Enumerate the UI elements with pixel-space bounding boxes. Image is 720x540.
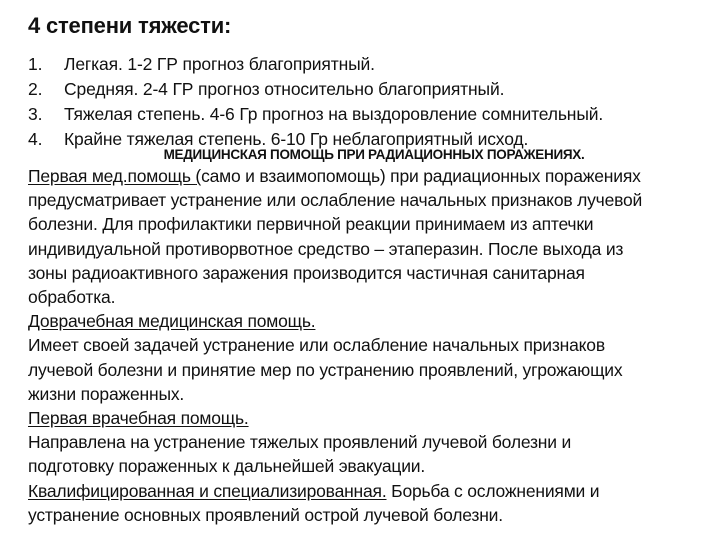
severity-list: [28, 52, 603, 152]
qualified-label: Квалифицированная и специализированная.: [28, 480, 387, 501]
list-item-text: Легкая. 1-2 ГР прогноз благоприятный.: [64, 54, 375, 74]
list-item-number: 2.: [28, 79, 43, 99]
body-text: [28, 164, 712, 527]
first-medical-line: подготовку пораженных к дальнейшей эвакуации.: [28, 456, 426, 477]
first-aid-line: зоны радиоактивного заражения производится частичная санитарная: [28, 262, 585, 283]
first-aid-line: предусматривает устранение или ослабление начальных признаков лучевой: [28, 190, 643, 211]
list-item-text: Тяжелая степень. 4-6 Гр прогноз на выздоровление сомнительный.: [64, 104, 604, 124]
list-item-number: 1.: [28, 54, 43, 74]
qualified-line: устранение основных проявлений острой лучевой болезни.: [28, 504, 503, 525]
slide-title: 4 степени тяжести:: [28, 13, 232, 38]
list-item-number: 4.: [28, 129, 43, 149]
section-heading-text: МЕДИЦИНСКАЯ ПОМОЩЬ ПРИ РАДИАЦИОННЫХ ПОРАЖЕНИЯХ.: [163, 147, 585, 162]
pre-medical-line: Имеет своей задачей устранение или ослабление начальных признаков: [28, 335, 605, 356]
pre-medical-label: Доврачебная медицинская помощь.: [28, 311, 316, 332]
first-aid-line: [28, 164, 712, 188]
list-item-text: Средняя. 2-4 ГР прогноз относительно благоприятный.: [64, 79, 505, 99]
pre-medical-line: жизни пораженных.: [28, 383, 185, 404]
qualified-text: Борьба с осложнениями и: [386, 480, 600, 501]
first-aid-line: болезни. Для профилактики первичной реакции принимаем из аптечки: [28, 214, 594, 235]
first-medical-label: Первая врачебная помощь.: [28, 408, 249, 429]
qualified-line: [28, 479, 712, 503]
first-aid-paren: (: [195, 166, 202, 186]
list-item: [28, 52, 603, 77]
first-aid-label: Первая мед.помощь: [28, 166, 196, 186]
section-heading: [0, 147, 720, 162]
list-item-number: 3.: [28, 104, 43, 124]
pre-medical-line: лучевой болезни и принятие мер по устранению проявлений, угрожающих: [28, 359, 623, 380]
first-aid-text: само и взаимопомощь) при радиационных поражениях: [201, 166, 641, 186]
first-aid-line: обработка.: [28, 287, 116, 308]
first-aid-line: индивидуальной противорвотное средство – этаперазин. После выхода из: [28, 238, 624, 259]
list-item-text: Крайне тяжелая степень. 6-10 Гр неблагоприятный исход.: [64, 129, 529, 149]
list-item: [28, 77, 603, 102]
list-item: [28, 102, 603, 127]
first-medical-line: Направлена на устранение тяжелых проявлений лучевой болезни и: [28, 432, 572, 453]
